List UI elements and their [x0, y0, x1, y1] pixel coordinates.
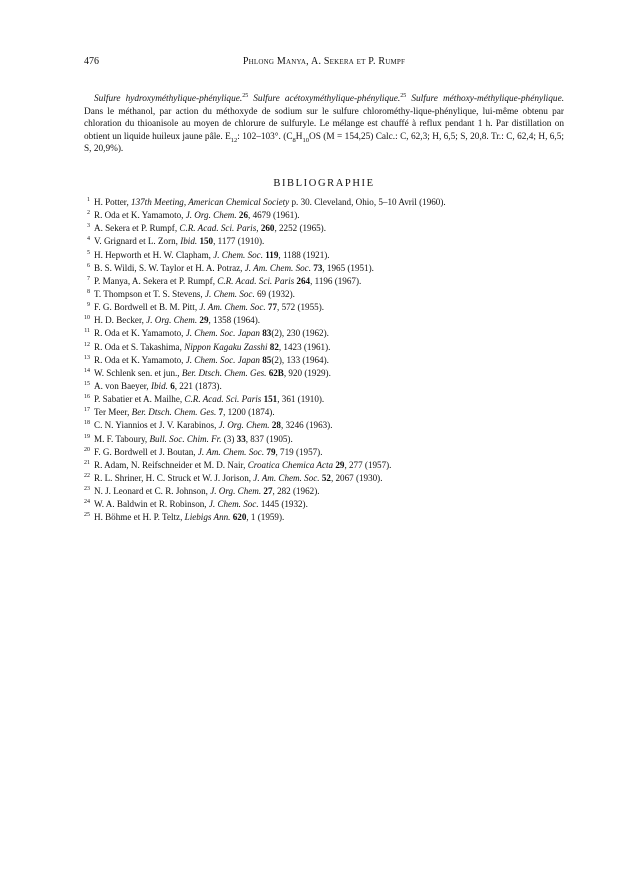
reference-number: 23: [84, 486, 90, 493]
reference-journal: J. Am. Chem. Soc.: [253, 472, 320, 483]
compound-name: Sulfure acétoxyméthylique-phénylique.: [253, 94, 401, 105]
reference-item: [84, 327, 564, 340]
reference-item: [84, 314, 564, 327]
reference-number: 3: [87, 223, 90, 230]
paragraph-text: Dans le méthanol, par action du méthoxyde de sodium sur le sulfure chlorométhy-lique-phénylique, lui-même obtenu par chloration du thioanisole au moyen de chlorure de sulfuryle. Le mélange est chauffé à reflux pendant 1 h. Par distillation on obtient un liquide huileux jaune pâle. E: [84, 106, 564, 142]
reference-journal: J. Org. Chem.: [210, 486, 262, 497]
reference-item: [84, 209, 564, 222]
reference-volume: 27: [263, 486, 273, 497]
reference-pages: , 1965 (1951).: [322, 262, 374, 273]
reference-text: 69 (1932).: [254, 288, 295, 299]
subscript: 10: [302, 136, 310, 144]
header-authors: Phlong Manya, A. Sekera et P. Rumpf: [242, 56, 406, 67]
reference-volume: 85: [262, 354, 272, 365]
reference-authors: R. Adam, N. Reifschneider et M. D. Nair,: [94, 459, 248, 470]
reference-authors: H. Böhme et H. P. Teltz,: [94, 512, 185, 523]
reference-pages: , 282 (1962).: [272, 486, 320, 497]
reference-number: 6: [87, 262, 90, 269]
reference-item: [84, 419, 564, 432]
reference-number: 9: [87, 302, 90, 309]
reference-number: 2: [87, 210, 90, 217]
paragraph-text: OS (M = 154,25) Calc.: C, 62,3; H, 6,5; S, 20,8. Tr.: C, 62,4; H, 6,5; S, 20,9%).: [84, 131, 564, 154]
reference-journal: J. Org. Chem.: [218, 420, 270, 431]
reference-journal: J. Chem. Soc.: [204, 288, 255, 299]
reference-volume: 7: [218, 407, 224, 418]
reference-journal: Liebigs Ann.: [184, 512, 231, 523]
reference-item: [84, 196, 564, 209]
reference-journal: J. Chem. Soc. Japan: [185, 354, 260, 365]
reference-journal: C.R. Acad. Sci. Paris: [184, 394, 262, 405]
reference-authors: R. L. Shriner, H. C. Struck et W. J. Jorison,: [94, 472, 254, 483]
reference-journal: Ibid.: [180, 236, 198, 247]
reference-journal: Ber. Dtsch. Chem. Ges.: [181, 367, 267, 378]
reference-authors: R. Oda et K. Yamamoto,: [94, 210, 186, 221]
reference-number: 12: [84, 341, 90, 348]
reference-item: [84, 288, 564, 301]
reference-pages: , 1177 (1910).: [213, 236, 265, 247]
reference-pages: , 920 (1929).: [283, 367, 331, 378]
bibliography-heading: BIBLIOGRAPHIE: [273, 178, 375, 189]
reference-authors: R. Oda et S. Takashima,: [94, 341, 185, 352]
reference-volume: 620: [232, 512, 247, 523]
reference-item: [84, 275, 564, 288]
reference-authors: P. Sabatier et A. Mailhe,: [94, 394, 185, 405]
reference-journal: J. Am. Chem. Soc.: [199, 302, 266, 313]
reference-authors: A. Sekera et P. Rumpf,: [94, 223, 180, 234]
reference-journal: Ber. Dtsch. Chem. Ges.: [131, 407, 217, 418]
reference-text: (3): [221, 433, 237, 444]
reference-item: [84, 354, 564, 367]
reference-number: 11: [84, 328, 90, 335]
reference-marker: 25: [242, 93, 249, 100]
reference-item: [84, 406, 564, 419]
reference-volume: 26: [238, 210, 249, 221]
reference-pages: , 2067 (1930).: [330, 472, 383, 483]
reference-volume: 77: [267, 302, 278, 313]
reference-volume: 150: [199, 236, 214, 247]
reference-number: 14: [84, 367, 90, 374]
reference-volume: 79: [266, 446, 276, 457]
reference-authors: M. F. Taboury,: [94, 433, 150, 444]
reference-volume: 62B: [268, 367, 284, 378]
reference-authors: A. von Baeyer,: [94, 380, 151, 391]
reference-volume: 151: [263, 394, 278, 405]
reference-authors: T. Thompson et T. S. Stevens,: [94, 288, 205, 299]
reference-item: [84, 249, 564, 262]
reference-journal: C.R. Acad. Sci. Paris: [217, 275, 295, 286]
reference-number: 13: [84, 354, 90, 361]
reference-pages: , 3246 (1963).: [280, 420, 333, 431]
reference-number: 1: [87, 197, 90, 203]
reference-journal: J. Org. Chem.: [146, 315, 198, 326]
reference-pages: (2), 230 (1962).: [271, 328, 329, 339]
reference-volume: 82: [269, 341, 279, 352]
compound-name: Sulfure méthoxy-méthylique-phénylique.: [411, 94, 565, 105]
reference-volume: 28: [271, 420, 281, 431]
reference-item: [84, 301, 564, 314]
reference-volume: 73: [313, 262, 323, 273]
reference-pages: , 2252 (1965).: [274, 223, 326, 234]
reference-pages: , 1423 (1961).: [278, 341, 331, 352]
running-head: [84, 56, 564, 70]
reference-number: 4: [87, 236, 90, 243]
reference-authors: C. N. Yiannios et J. V. Karabinos,: [94, 420, 219, 431]
reference-pages: , 221 (1873).: [174, 380, 222, 391]
reference-item: [84, 380, 564, 393]
reference-item: [84, 222, 564, 235]
reference-item: [84, 235, 564, 248]
reference-volume: 83: [262, 328, 272, 339]
reference-volume: 52: [321, 472, 331, 483]
reference-item: [84, 262, 564, 275]
reference-pages: , 1188 (1921).: [278, 249, 330, 260]
reference-pages: , 1196 (1967).: [310, 275, 362, 286]
reference-pages: , 1358 (1964).: [208, 315, 261, 326]
reference-number: 19: [84, 433, 90, 440]
reference-item: [84, 472, 564, 485]
reference-volume: 33: [236, 433, 246, 444]
reference-authors: N. J. Leonard et C. R. Johnson,: [94, 486, 211, 497]
reference-text: 1445 (1932).: [258, 499, 308, 510]
reference-pages: , 4679 (1961).: [248, 210, 300, 221]
reference-number: 8: [87, 288, 90, 295]
reference-pages: , 572 (1955).: [277, 302, 324, 313]
reference-journal: J. Org. Chem.: [185, 210, 237, 221]
reference-authors: B. S. Wildi, S. W. Taylor et H. A. Potraz,: [94, 262, 245, 273]
reference-journal: J. Am. Chem. Soc.: [244, 262, 311, 273]
reference-pages: (2), 133 (1964).: [271, 354, 329, 365]
reference-volume: 6: [170, 380, 175, 391]
reference-number: 15: [84, 380, 90, 387]
reference-volume: 260: [260, 223, 275, 234]
reference-journal: J. Chem. Soc.: [213, 249, 263, 260]
page-number: 476: [84, 56, 99, 67]
reference-authors: P. Manya, A. Sekera et P. Rumpf,: [94, 275, 218, 286]
reference-volume: 119: [265, 249, 279, 260]
reference-pages: , 719 (1957).: [275, 446, 323, 457]
reference-item: [84, 485, 564, 498]
reference-authors: W. A. Baldwin et R. Robinson,: [94, 499, 209, 510]
reference-number: 7: [87, 275, 90, 282]
reference-number: 21: [84, 459, 90, 466]
reference-number: 20: [84, 446, 90, 453]
reference-marker: 25: [400, 93, 407, 100]
reference-number: 17: [84, 407, 90, 414]
reference-volume: 264: [296, 275, 311, 286]
reference-authors: H. D. Becker,: [94, 315, 147, 326]
reference-authors: W. Schlenk sen. et jun.,: [94, 367, 182, 378]
reference-volume: 29: [199, 315, 209, 326]
reference-authors: H. Potter,: [94, 197, 132, 207]
reference-journal: Ibid.: [150, 380, 168, 391]
reference-item: [84, 511, 564, 524]
reference-item: [84, 459, 564, 472]
reference-journal: Croatica Chemica Acta: [247, 459, 334, 470]
reference-authors: F. G. Bordwell et J. Boutan,: [94, 446, 198, 457]
reference-pages: , 277 (1957).: [344, 459, 392, 470]
reference-number: 10: [84, 315, 90, 322]
reference-journal: J. Am. Chem. Soc.: [197, 446, 265, 457]
reference-journal: J. Chem. Soc.: [208, 499, 259, 510]
reference-item: [84, 446, 564, 459]
reference-authors: Ter Meer,: [94, 407, 132, 418]
reference-authors: F. G. Bordwell et B. M. Pitt,: [94, 302, 200, 313]
reference-journal: J. Chem. Soc. Japan: [185, 328, 260, 339]
paragraph-text: H: [295, 131, 303, 142]
reference-pages: , 837 (1905).: [245, 433, 293, 444]
reference-item: [84, 367, 564, 380]
reference-item: [84, 393, 564, 406]
reference-pages: , 1200 (1874).: [223, 407, 275, 418]
reference-journal: C.R. Acad. Sci. Paris,: [179, 223, 259, 234]
reference-item: [84, 433, 564, 446]
reference-journal: Bull. Soc. Chim. Fr.: [149, 433, 222, 444]
experimental-paragraph: [84, 93, 564, 155]
reference-pages: , 361 (1910).: [277, 394, 325, 405]
reference-number: 5: [87, 249, 90, 256]
reference-item: [84, 498, 564, 511]
reference-number: 16: [84, 394, 90, 401]
reference-number: 18: [84, 420, 90, 427]
subscript: 12: [230, 136, 238, 144]
reference-text: p. 30. Cleveland, Ohio, 5–10 Avril (1960).: [289, 197, 446, 207]
reference-item: [84, 341, 564, 354]
reference-pages: , 1 (1959).: [246, 512, 285, 523]
compound-name: Sulfure hydroxyméthylique-phénylique.: [94, 94, 243, 105]
bibliography-list: [84, 196, 564, 525]
reference-journal: Nippon Kagaku Zasshi: [184, 341, 268, 352]
reference-authors: H. Hepworth et H. W. Clapham,: [94, 249, 214, 260]
reference-number: 25: [84, 512, 90, 519]
reference-authors: R. Oda et K. Yamamoto,: [94, 328, 186, 339]
reference-authors: V. Grignard et L. Zorn,: [94, 236, 181, 247]
subscript: 8: [292, 136, 296, 144]
paragraph-text: : 102–103°. (C: [237, 131, 293, 142]
reference-number: 24: [84, 499, 90, 506]
reference-journal: 137th Meeting, American Chemical Society: [131, 197, 290, 207]
reference-number: 22: [84, 472, 90, 479]
reference-authors: R. Oda et K. Yamamoto,: [94, 354, 186, 365]
reference-volume: 29: [335, 459, 345, 470]
